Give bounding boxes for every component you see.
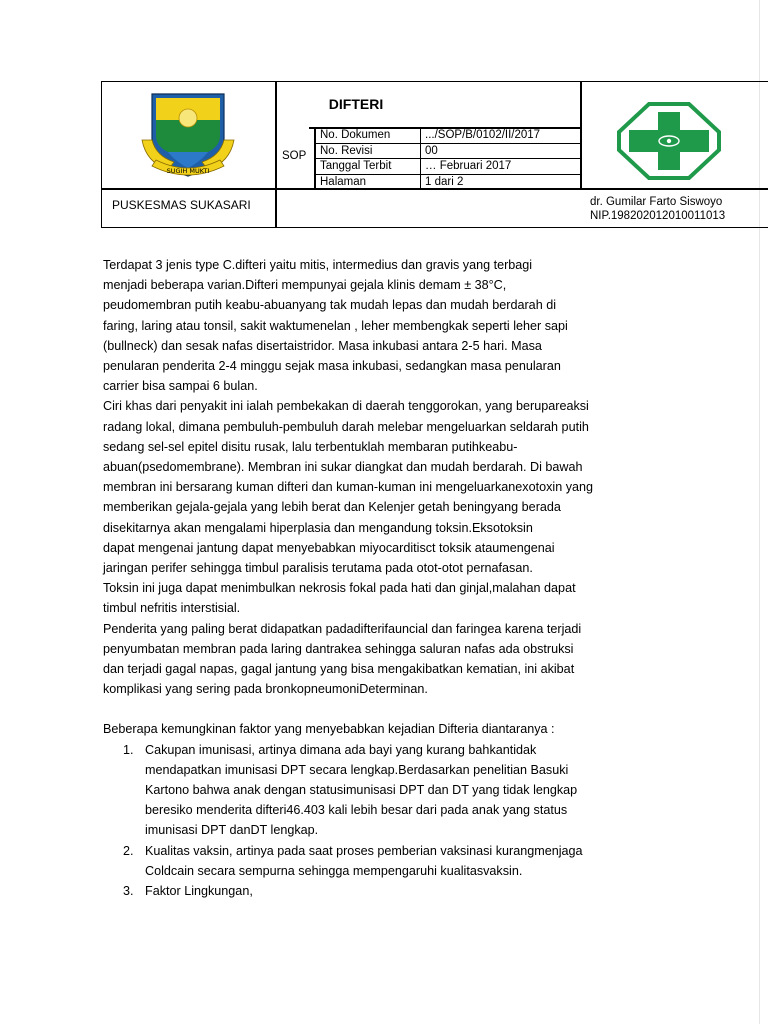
list-item [103,841,668,881]
list-line: Coldcain secara sempurna sehingga mempengaruhi kualitasvaksin. [145,863,523,878]
puskesmas-cross-logo [617,102,721,180]
list-line: Kualitas vaksin, artinya pada saat proses pemberian vaksinasi kurangmenjaga [145,843,583,858]
list-intro: Beberapa kemungkinan faktor yang menyebabkan kejadian Difteria diantaranya : [103,722,555,737]
list-line: imunisasi DPT danDT lengkap. [145,823,319,838]
body-line: penularan penderita 2-4 minggu sejak masa inkubasi, sedangkan masa penularan [103,359,561,374]
factor-list [103,740,668,902]
meta-key: Halaman [316,174,421,190]
organization-name: PUSKESMAS SUKASARI [112,198,251,212]
meta-row [316,174,581,190]
meta-value: … Februari 2017 [421,159,581,175]
body-line: Toksin ini juga dapat menimbulkan nekrosis fokal pada hati dan ginjal,malahan dapat [103,581,576,596]
sop-label: SOP [282,150,307,162]
meta-value: .../SOP/B/0102/II/2017 [421,128,581,144]
list-number: 1. [123,742,134,757]
list-number: 3. [123,884,134,899]
body-line: memberikan gejala-gejala yang lebih berat dan Kelenjer getah beningyang berada [103,500,561,515]
signatory-name: dr. Gumilar Farto Siswoyo [590,196,723,208]
body-line: komplikasi yang sering pada bronkopneumoniDeterminan. [103,682,428,697]
paragraph-gap [103,699,668,719]
body-line: (bullneck) dan sesak nafas disertaistridor. Masa inkubasi antara 2-5 hari. Masa [103,338,542,353]
body-line: abuan(psedomembrane). Membran ini sukar diangkat dan mudah berdarah. Di bawah [103,460,583,475]
body-line: disekitarnya akan mengalami hiperplasia dan mengandung toksin.Eksotoksin [103,520,533,535]
body-line: Ciri khas dari penyakit ini ialah pembekakan di daerah tenggorokan, yang berupareaksi [103,399,589,414]
list-line: Faktor Lingkungan, [145,884,253,899]
list-number: 2. [123,843,134,858]
document-body [103,255,668,901]
body-line: dapat mengenai jantung dapat menyebabkan miyocarditisct toksik ataumengenai [103,540,555,555]
meta-value: 00 [421,143,581,159]
meta-key: No. Dokumen [316,128,421,144]
signatory-block [590,195,725,223]
list-line: Cakupan imunisasi, artinya dimana ada bayi yang kurang bahkantidak [145,742,537,757]
emblem-motto: SUGIH MUKTI [166,167,210,175]
sop-header-table [101,81,768,228]
list-line: Kartono bahwa anak dengan statusimunisasi DPT dan DT yang tidak lengkap [145,783,578,798]
body-line: menjadi beberapa varian.Difteri mempunyai gejala klinis demam ± 38°C, [103,278,507,293]
body-line: faring, laring atau tonsil, sakit waktumenelan , leher membengkak seperti leher sapi [103,318,568,333]
body-line: sedang sel-sel epitel disitu rusak, lalu terbentuklah membaran putihkeabu- [103,439,518,454]
meta-row [316,159,581,175]
meta-key: No. Revisi [316,143,421,159]
document-meta [315,127,581,190]
body-line: carrier bisa sampai 6 bulan. [103,379,258,394]
body-line: Penderita yang paling berat didapatkan padadifterifauncial dan faringea karena terjadi [103,621,582,636]
meta-value: 1 dari 2 [421,174,581,190]
meta-row [316,143,581,159]
document-title: DIFTERI [328,96,384,112]
body-line: dan terjadi gagal napas, gagal jantung yang bisa mengakibatkan kematian, ini akibat [103,662,575,677]
list-line: beresiko menderita difteri46.403 kali lebih besar dari pada anak yang status [145,803,568,818]
list-item [103,881,668,901]
meta-key: Tanggal Terbit [316,159,421,175]
meta-row [316,128,581,144]
body-line: membran ini bersarang kuman difteri dan kuman-kuman ini mengeluarkanexotoxin yang [103,480,594,495]
body-line: peudomembran putih keabu-abuanyang tak mudah lepas dan mudah berdarah di [103,298,556,313]
list-item [103,740,668,841]
body-line: Terdapat 3 jenis type C.difteri yaitu mitis, intermedius dan gravis yang terbagi [103,258,533,272]
body-line: penyumbatan membran pada laring dantrakea sehingga saluran nafas ada obstruksi [103,641,574,656]
signatory-nip: NIP.198202012010011013 [590,210,726,222]
body-line: timbul nefritis interstisial. [103,601,241,616]
body-line: radang lokal, dimana pembuluh-pembuluh darah melebar mengeluarkan seldarah putih [103,419,589,434]
list-line: mendapatkan imunisasi DPT secara lengkap.Berdasarkan penelitian Basuki [145,762,569,777]
body-line: jaringan perifer sehingga timbul paralisis terutama pada otot-otot pernafasan. [103,561,533,576]
